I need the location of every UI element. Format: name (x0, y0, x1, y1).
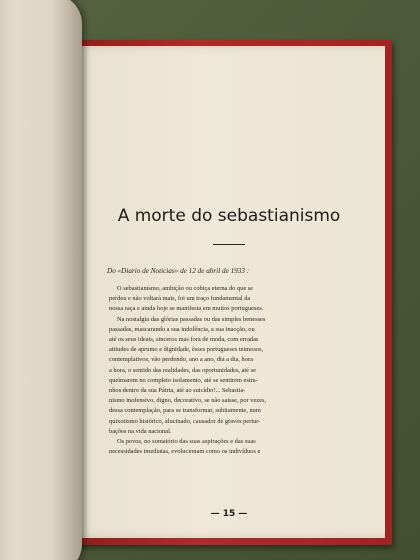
text-line: necessidades imediatas, evolucionam como os indivíduos e (109, 448, 261, 456)
text-line: quixotismo histórico, alucinado, causador de graves pertur- (109, 417, 261, 425)
page-title: A morte do sebastianismo (117, 206, 341, 226)
text-line: Os povos, no somatório das suas aspirações e das suas (117, 438, 256, 446)
text-line: perdeu e não voltará mais, foi um traço fundamental da (109, 295, 251, 303)
text-line: passadas, mascarando a sua indolência, a sua inacção, ou (109, 325, 255, 333)
title-divider (213, 244, 245, 245)
page-number: — 15 — (210, 509, 248, 519)
curled-left-page (0, 0, 82, 560)
text-line: nhos dentro da sua Pátria, até ao suicídio!... Sebastia- (109, 387, 246, 395)
body-text (109, 284, 371, 457)
text-line: bações na vida nacional. (109, 427, 172, 435)
text-line: nossa raça e ainda hoje se manifesta em muitos portugueses. (109, 305, 264, 313)
source-line: Do «Diario de Noticias» de 12 de abril de 1933 : (107, 267, 250, 275)
book-page (73, 46, 385, 538)
text-line: nismo inofensivo, digno, decorativo, se não saisse, por vezes, (109, 397, 267, 405)
text-line: dessa contemplação, para se transformar, subitamente, num (109, 407, 261, 415)
text-line: O sebastianismo, ambição ou cobiça eterna do que se (117, 285, 254, 292)
text-line: Na nostalgia das glórias passadas ou das simples benesses (117, 315, 266, 323)
text-line: atitudes de aprumo e dignidade, êsses portugueses teimosos, (109, 346, 264, 354)
text-line: contemplativos, vão perdendo, ano a ano, dia a dia, hora (109, 356, 253, 364)
text-line: até os seus ideais, sinceros mas fora de moda, com erradas (109, 336, 259, 344)
text-line: queimarem no completo isolamento, até se sentirem estra- (109, 376, 258, 384)
text-line: a hora, o sentido das realidades, das oportunidades, até se (109, 366, 256, 374)
